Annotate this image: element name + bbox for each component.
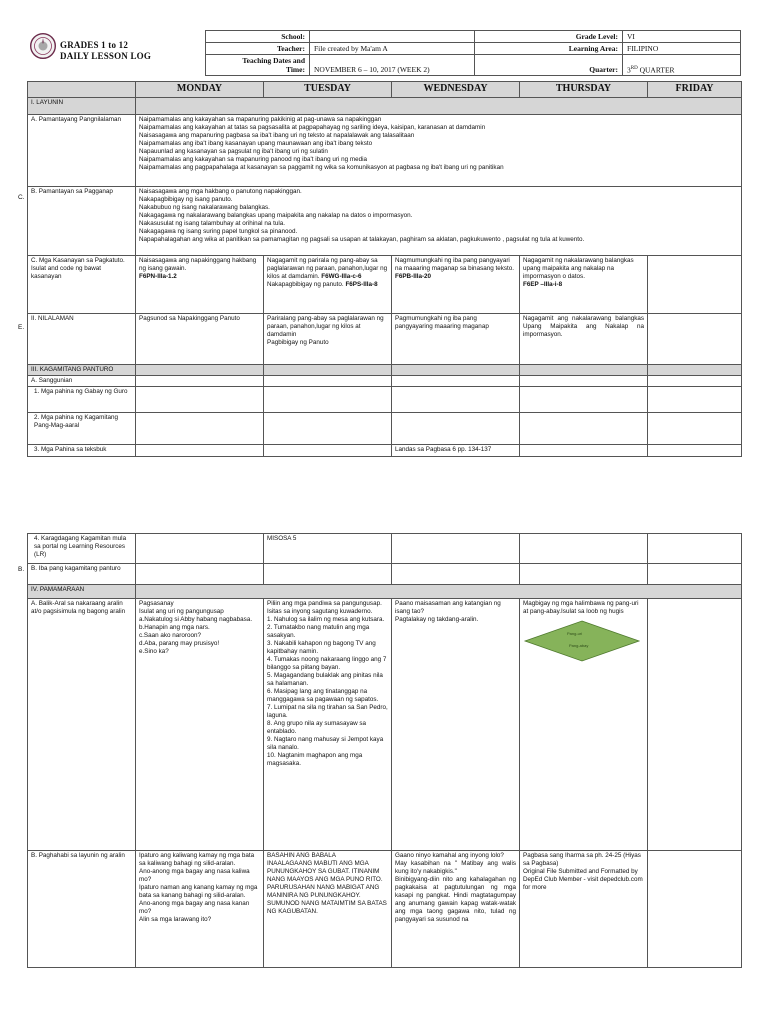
margin-mark-b: B.: [18, 566, 25, 573]
nilalaman-wednesday: Pagmumungkahi ng iba pang pangyayaring maaaring maganap: [392, 314, 520, 365]
learning-area-label: Learning Area:: [475, 43, 623, 55]
kasanayan-label: C. Mga Kasanayan sa Pagkatuto. Isulat and code ng bawat kasanayan: [28, 256, 136, 314]
kasanayan-thursday: Nagagamit ng nakalarawang balangkas upang maipakita ang nakalap na impormasyon o datos. F6EP –IIIa-i-8: [520, 256, 648, 314]
paghahabi-wednesday: Gaano ninyo kamahal ang inyong lolo? May kasabihan na " Matibay ang walis kung ito'y nakabigkis." Binibigyang-diin nito ang kahalagahan ng pagkakaisa at pagtutulungan ng mga kasapi ng pangkat. Hindi magtatagumpay ang anumang gawain kapag watak-watak ang mga taong gagawa nito, tulad ng pangyayari sa susunod na: [392, 851, 520, 968]
nilalaman-monday: Pagsunod sa Napakinggang Panuto: [136, 314, 264, 365]
margin-mark-e: E.: [18, 324, 25, 331]
quarter-label: Quarter:: [475, 55, 623, 76]
balik-aral-thursday: Magbigay ng mga halimbawa ng pang-uri at pang-abay.Isulat sa loob ng hugis Pang-uri Pang-abay: [520, 599, 648, 851]
paghahabi-label: B. Paghahabi sa layunin ng aralin: [28, 851, 136, 968]
nilalaman-thursday: Nagagamit ang nakalarawang balangkas Upang Maipakita ang Nakalap na impormasyon.: [520, 314, 648, 365]
grade-level-value: VI: [623, 31, 741, 43]
balik-aral-tuesday: Piliin ang mga pandiwa sa pangungusap. Isitas sa inyong sagutang kuwaderno. 1. Nahulog sa ilalim ng mesa ang kutsara. 2. Tumatakbo nang matulin ang mga sasakyan. 3. Nakabili kahapon ng bagong TV ang kapitbahay namin. 4. Tumakas noong nakaraang linggo ang 7 bilanggo sa piitang bayan. 5. Magagandang bulaklak ang pinitas nila sa halamanan. 6. Masipag lang ang tinatanggap na manggagawa sa pagawaan ng sapatos. 7. Lumipat na sila ng tirahan sa San Pedro, laguna. 8. Ang grupo nila ay sumasayaw sa entablado. 9. Nagtaro nang mahusay si Jempot kaya sila nanalo. 10. Nagtanim maghapon ang mga magsasaka.: [264, 599, 392, 851]
diamond-label-pang-abay: Pang-abay: [569, 643, 589, 648]
gabay-ng-guro-label: 1. Mga pahina ng Gabay ng Guro: [28, 387, 136, 413]
header-info-table: [205, 30, 741, 76]
grade-level-label: Grade Level:: [475, 31, 623, 43]
quarter-value: 3RD QUARTER: [623, 55, 741, 76]
sanggunian-label: A. Sanggunian: [28, 376, 136, 387]
balik-aral-label: A. Balik-Aral sa nakaraang aralin at/o pagsisimula ng bagong aralin: [28, 599, 136, 851]
paghahabi-monday: Ipaturo ang kaliwang kamay ng mga bata sa kaliwang bahagi ng silid-aralan. Ano-anong mga bagay ang nasa kaliwa mo? Ipaturo naman ang kanang kamay ng mga bata sa kanang bahagi ng silid-aralan. Ano-anong mga bagay ang nasa kanan mo? Alin sa mga larawang ito?: [136, 851, 264, 968]
learning-area-value: FILIPINO: [623, 43, 741, 55]
diamond-label-pang-uri: Pang-uri: [567, 631, 583, 636]
pamantayan-sa-pagganap-text: Naisasagawa ang mga hakbang o panutong napakinggan. Nakapagbibigay ng isang panuto. Nakabubuo ng isang nakalarawang balangkas. Nakagagawa ng nakalarawang balangkas upang maipakita ang nakalap na datos o impormasyon. Nakasusulat ng isang talambuhay at orihinal na tula. Nakagagawa ng isang suring papel tungkol sa pinanood. Napapahalagahan ang wika at panitikan sa pamamagitan ng pagsali sa usapan at talakayan, paghiram sa aklatan, pagkukuwento , pagsulat ng tula at kuwento.: [136, 187, 742, 256]
section-layunin: I. LAYUNIN: [28, 98, 136, 115]
balik-aral-wednesday: Paano maisasaman ang katangian ng isang tao? Pagtalakay ng takdang-aralin.: [392, 599, 520, 851]
paghahabi-thursday: Pagbasa sang Iharma sa ph. 24-25 (Hiyas sa Pagbasa) Original File Submitted and Formatted by DepEd Club Member - visit depedclub.com for more: [520, 851, 648, 968]
deped-seal-logo: [30, 33, 56, 59]
kagamitang-panturo-label: III. KAGAMITANG PANTURO: [28, 365, 136, 376]
teacher-value: File created by Ma'am A: [310, 43, 475, 55]
school-value: [310, 31, 475, 43]
paghahabi-tuesday: BASAHIN ANG BABALA INAALAGAANG MABUTI ANG MGA PUNUNGKAHOY SA GUBAT. ITINANIM NANG MAAYOS ANG MGA PUNO RITO. PARURUSAHAN NANG MABIGAT ANG MANINIRA NG PUNUNGKAHOY. SUMUNOD NANG MATAIMTIM SA BATAS NG KAGUBATAN.: [264, 851, 392, 968]
pamantayang-pangnilalaman-text: Naipamamalas ang kakayahan sa mapanuring pakikinig at pag-unawa sa napakinggan Naipamamalas ang kakayahan at tatas sa pagsasalita at pagpapahayag ng sariling ideya, kaisipan, karanasan at damdamin Naisasagawa ang mapanuring pagbasa sa iba't ibang uri ng teksto at napalalawak ang talasalitaan Naipamamalas ang iba't ibang kasanayan upang maunawaan ang iba't ibang teksto Napauunlad ang kasanayan sa pagsulat ng iba't ibang uri ng sulatin Naipamamalas ang kakayahan sa mapanuring panood ng iba't ibang uri ng media Naipamamalas ang pagpapahalaga at kasanayan sa paggamit ng wika sa komunikasyon at pagbasa ng iba't ibang uri ng panitikan: [136, 115, 742, 187]
kasanayan-tuesday: Nagagamit ng parirala ng pang-abay sa paglalarawan ng paraan, panahon,lugar ng kilos at damdamin. F6WG-IIIa-c-6 Nakapagbibigay ng panuto. F6PS-IIIa-8: [264, 256, 392, 314]
days-header-row: [28, 82, 742, 98]
day-friday: FRIDAY: [648, 82, 742, 98]
shape-diagram: [523, 619, 641, 663]
title-line-1: GRADES 1 to 12: [60, 40, 129, 50]
daily-lesson-table-page2: [27, 533, 742, 968]
margin-mark-c: C.: [18, 194, 25, 201]
iba-pang-kagamitan-label: B. Iba pang kagamitang panturo: [28, 564, 136, 585]
pamantayang-pangnilalaman-label: A. Pamantayang Pangnilalaman: [28, 115, 136, 187]
kagamitang-pang-mag-aaral-label: 2. Mga pahina ng Kagamitang Pang-Mag-aaral: [28, 413, 136, 445]
kasanayan-monday: Naisasagawa ang napakinggang hakbang ng isang gawain. F6PN-IIIa-1.2: [136, 256, 264, 314]
pahina-sa-teksbuk-label: 3. Mga Pahina sa teksbuk: [28, 445, 136, 457]
teacher-label: Teacher:: [206, 43, 310, 55]
green-diamond-shape: [523, 619, 641, 663]
daily-lesson-table-page1: [27, 81, 742, 457]
balik-aral-monday: Pagsasanay Isulat ang uri ng pangungusap a.Nakatulog si Abby habang nagbabasa. b.Hanapin ang mga nars. c.Saan ako naroroon? d.Aba, parang may prusisyo! e.Sino ka?: [136, 599, 264, 851]
karagdagang-kagamitan-label: 4. Karagdagang Kagamitan mula sa portal ng Learning Resources (LR): [28, 534, 136, 564]
title-line-2: DAILY LESSON LOG: [60, 51, 152, 61]
school-label: School:: [206, 31, 310, 43]
pahina-sa-teksbuk-wednesday: Landas sa Pagbasa 6 pp. 134-137: [392, 445, 520, 457]
nilalaman-tuesday: Pariralang pang-abay sa paglalarawan ng paraan, panahon,lugar ng kilos at damdamin Pagbibigay ng Panuto: [264, 314, 392, 365]
pamantayan-sa-pagganap-label: B. Pamantayan sa Pagganap: [28, 187, 136, 256]
day-thursday: THURSDAY: [520, 82, 648, 98]
day-wednesday: WEDNESDAY: [392, 82, 520, 98]
day-tuesday: TUESDAY: [264, 82, 392, 98]
day-monday: MONDAY: [136, 82, 264, 98]
nilalaman-label: II. NILALAMAN: [28, 314, 136, 365]
kasanayan-wednesday: Nagmumungkahi ng iba pang pangyayari na maaaring maganap sa binasang teksto. F6PB-IIIa-20: [392, 256, 520, 314]
pamamaraan-label: IV. PAMAMARAAN: [28, 585, 136, 599]
teaching-dates-value: NOVEMBER 6 – 10, 2017 (WEEK 2): [310, 55, 475, 76]
teaching-dates-label: Teaching Dates and Time:: [206, 55, 310, 76]
karagdagang-kagamitan-tuesday: MISOSA 5: [264, 534, 392, 564]
